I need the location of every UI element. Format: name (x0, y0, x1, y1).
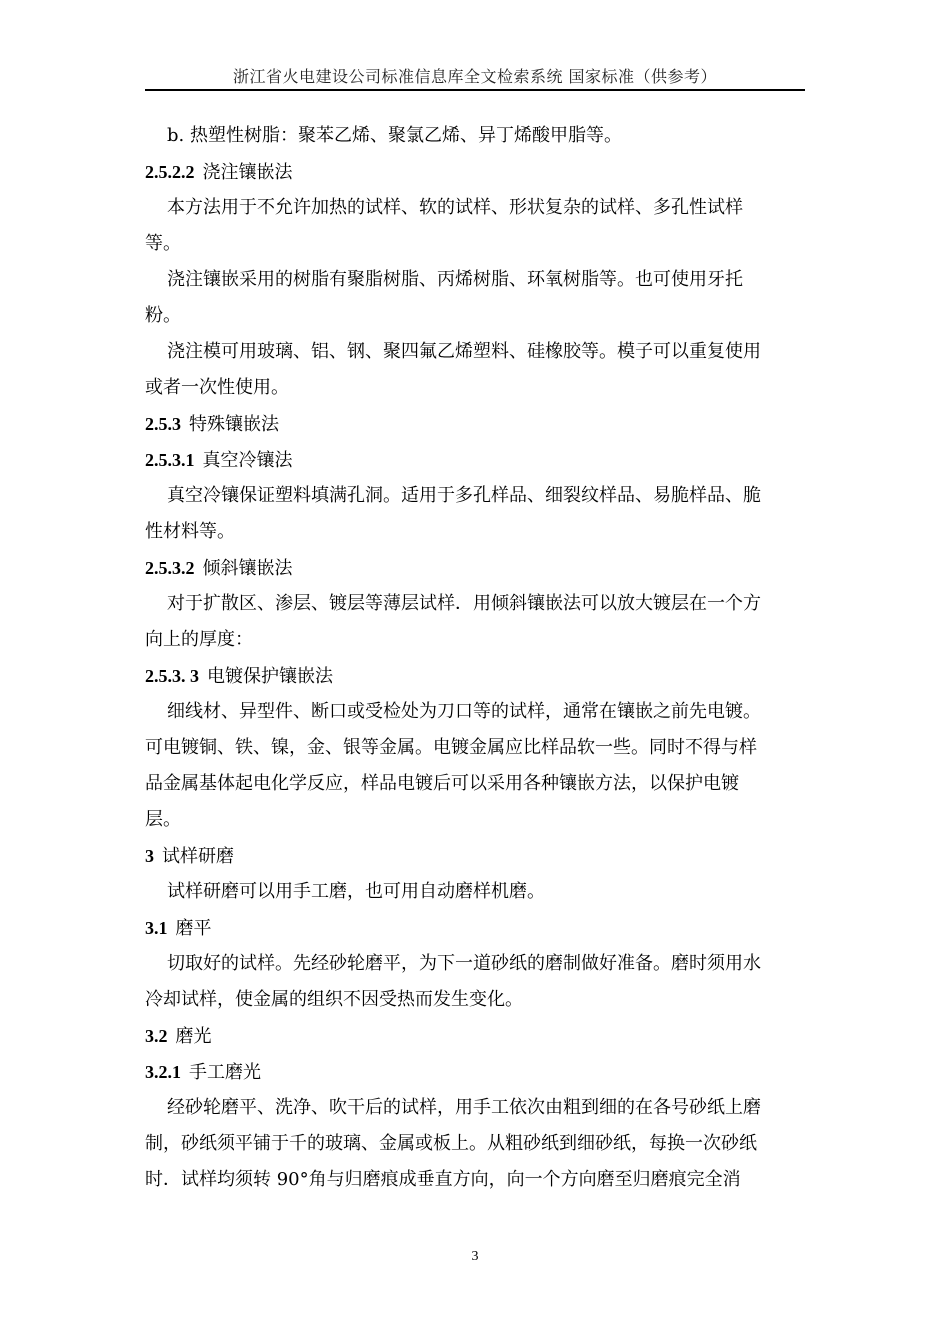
paragraph-line: 时．试样均须转 90°角与归磨痕成垂直方向，向一个方向磨至归磨痕完全消 (145, 1169, 741, 1190)
section-heading (145, 154, 805, 190)
section-heading (145, 838, 805, 874)
section-title: 特殊镶嵌法 (189, 414, 279, 435)
section-title: 倾斜镶嵌法 (202, 558, 293, 579)
section-heading (145, 442, 805, 478)
paragraph-line: b. 热塑性树脂：聚苯乙烯、聚氯乙烯、异丁烯酸甲脂等。 (167, 125, 622, 146)
section-number: 3.2.1 (145, 1062, 181, 1082)
paragraph-line: 可电镀铜、铁、镍，金、银等金属。电镀金属应比样品软一些。同时不得与样 (145, 737, 757, 758)
section-heading (145, 406, 805, 442)
section-number: 3.1 (145, 918, 168, 938)
section-heading (145, 658, 805, 694)
paragraph-line: 向上的厚度： (145, 629, 253, 650)
document-body (145, 118, 805, 1198)
paragraph-line: 品金属基体起电化学反应，样品电镀后可以采用各种镶嵌方法，以保护电镀 (145, 773, 739, 794)
paragraph-line: 冷却试样，使金属的组织不因受热而发生变化。 (145, 989, 523, 1010)
page-header: 浙江省火电建设公司标准信息库全文检索系统 国家标准（供参考） (232, 67, 718, 86)
paragraph-line: 经砂轮磨平、洗净、吹干后的试样，用手工依次由粗到细的在各号砂纸上磨 (167, 1097, 761, 1118)
section-number: 2.5.3.1 (145, 450, 195, 470)
paragraph-line: 或者一次性使用。 (145, 377, 289, 398)
section-title: 磨平 (175, 918, 212, 939)
section-number: 2.5.3.2 (145, 558, 195, 578)
header-rule (145, 89, 805, 91)
paragraph-line: 性材料等。 (145, 521, 235, 542)
section-heading (145, 550, 805, 586)
section-title: 手工磨光 (189, 1062, 261, 1083)
section-title: 真空冷镶法 (202, 450, 293, 471)
paragraph-line: 浇注镶嵌采用的树脂有聚脂树脂、丙烯树脂、环氧树脂等。也可使用牙托 (167, 269, 743, 290)
paragraph-line: 细线材、异型件、断口或受检处为刀口等的试样，通常在镶嵌之前先电镀。 (167, 701, 761, 722)
paragraph-line: 真空冷镶保证塑料填满孔洞。适用于多孔样品、细裂纹样品、易脆样品、脆 (167, 485, 761, 506)
paragraph-line: 粉。 (145, 305, 181, 326)
section-title: 磨光 (175, 1026, 212, 1047)
section-number: 3.2 (145, 1026, 168, 1046)
section-number: 2.5.3. 3 (145, 666, 199, 686)
paragraph-line: 切取好的试样。先经砂轮磨平，为下一道砂纸的磨制做好准备。磨时须用水 (167, 953, 761, 974)
paragraph-line: 制，砂纸须平铺于千的玻璃、金属或板上。从粗砂纸到细砂纸，每换一次砂纸 (145, 1133, 757, 1154)
section-number: 2.5.3 (145, 414, 181, 434)
section-number: 3 (145, 846, 154, 866)
section-number: 2.5.2.2 (145, 162, 195, 182)
section-title: 浇注镶嵌法 (202, 162, 293, 183)
section-heading (145, 1018, 805, 1054)
page-number: 3 (471, 1249, 479, 1264)
paragraph-line: 层。 (145, 809, 181, 830)
paragraph-line: 等。 (145, 233, 181, 254)
section-title: 电镀保护镶嵌法 (207, 666, 333, 687)
paragraph-line: 浇注模可用玻璃、铝、钢、聚四氟乙烯塑料、硅橡胶等。模子可以重复使用 (167, 341, 761, 362)
paragraph-line: 试样研磨可以用手工磨，也可用自动磨样机磨。 (167, 881, 545, 902)
section-title: 试样研磨 (162, 846, 234, 867)
paragraph-line: 对于扩散区、渗层、镀层等薄层试样．用倾斜镶嵌法可以放大镀层在一个方 (167, 593, 761, 614)
paragraph-line: 本方法用于不允许加热的试样、软的试样、形状复杂的试样、多孔性试样 (167, 197, 743, 218)
section-heading (145, 910, 805, 946)
section-heading (145, 1054, 805, 1090)
